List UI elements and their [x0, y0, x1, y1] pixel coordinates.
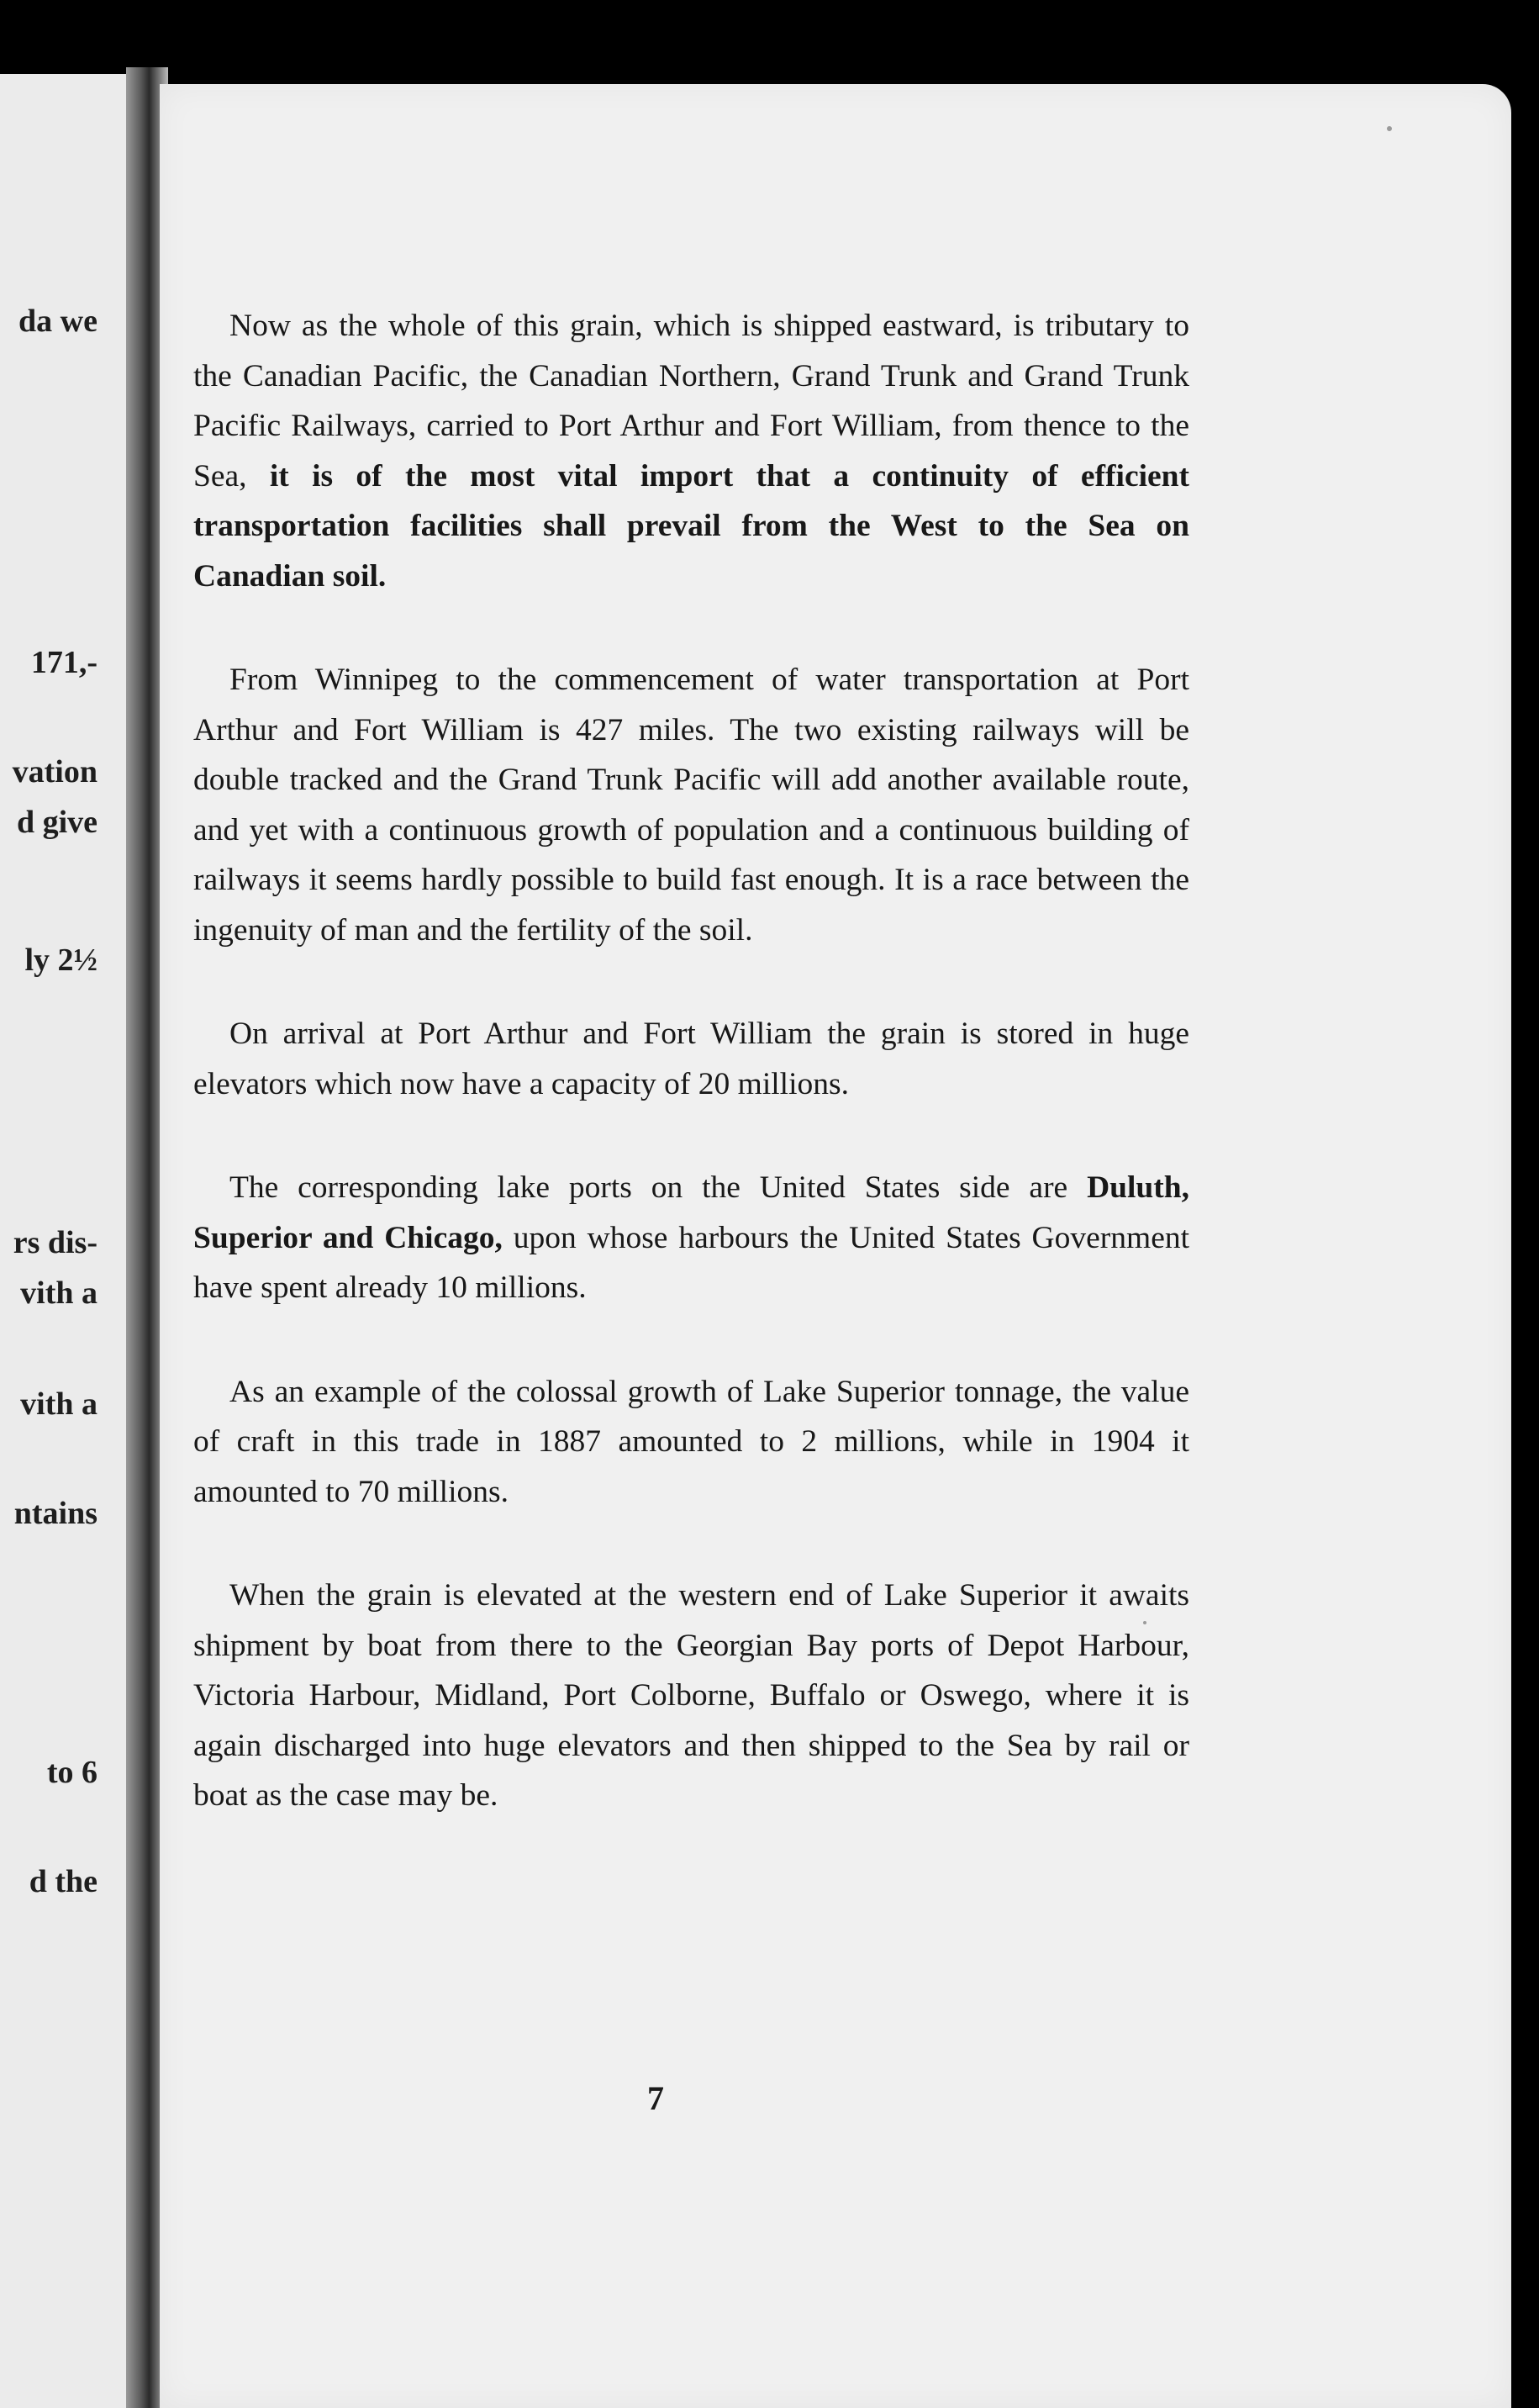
- left-page-fragment: da we: [18, 304, 98, 339]
- paragraph-text: upon whose harbours the United States Government have spent already 10 millions.: [193, 1220, 1190, 1305]
- left-page-fragment: d the: [29, 1864, 98, 1899]
- left-page-fragment: vith a: [20, 1275, 98, 1311]
- page-body: [193, 301, 1189, 1875]
- paper-speck: [1387, 126, 1392, 131]
- emphasized-text: it is of the most vital import that a continuity of efficient transportation facilities shall prevail from the West to the Sea on Canadian soil.: [193, 458, 1189, 594]
- paragraph: [193, 301, 1189, 601]
- paragraph-text: The corresponding lake ports on the United States side are: [229, 1170, 1068, 1205]
- paragraph-text: Now as the whole of this grain, which is shipped eastward, is tributary to the Canadian Pacific, the Canadian Northern, Grand Trunk and Grand Trunk Pacific Railways, carried to Port Arthur and Fort William, from thence to the Sea,: [193, 309, 1189, 494]
- left-page-fragment: to 6: [46, 1755, 98, 1790]
- paragraph-text: On arrival at Port Arthur and Fort William the grain is stored in huge elevators which now have a capacity of 20 millions.: [193, 1017, 1189, 1101]
- paragraph: [193, 1009, 1189, 1109]
- page-number: 7: [647, 2079, 664, 2117]
- book-page: [160, 84, 1511, 2408]
- bold-place-names: Duluth, Superior and Chicago,: [193, 1170, 1190, 1255]
- left-page-fragment: ntains: [13, 1496, 98, 1531]
- left-page-fragment: vith a: [20, 1386, 98, 1422]
- paragraph-text: When the grain is elevated at the western end of Lake Superior it awaits shipment by boat from there to the Georgian Bay ports of Depot Harbour, Victoria Harbour, Midland, Port Colborne, Buffalo or Oswego, where it is again discharged into huge elevators and then shipped to the Sea by rail or boat as the case may be.: [193, 1578, 1189, 1813]
- paragraph: [193, 1571, 1189, 1821]
- paragraph: [193, 655, 1189, 955]
- paragraph-text: As an example of the colossal growth of Lake Superior tonnage, the value of craft in this trade in 1887 amounted to 2 millions, while in 1904 it amounted to 70 millions.: [193, 1374, 1189, 1509]
- left-page-fragment: d give: [16, 805, 98, 840]
- left-page-fragment: 171,-: [30, 645, 98, 680]
- left-page-fragment: ly 2½: [24, 943, 98, 978]
- left-page-fragment: vation: [12, 754, 98, 789]
- paragraph-text: From Winnipeg to the commencement of water transportation at Port Arthur and Fort William is 427 miles. The two existing railways will be double tracked and the Grand Trunk Pacific will add another available route, and yet with a continuous growth of population and a continuous building of railways it seems hardly possible to build fast enough. It is a race between the ingenuity of man and the fertility of the soil.: [193, 663, 1189, 948]
- paragraph: [193, 1367, 1189, 1518]
- paragraph: [193, 1163, 1189, 1313]
- left-page-fragment: rs dis-: [13, 1225, 98, 1260]
